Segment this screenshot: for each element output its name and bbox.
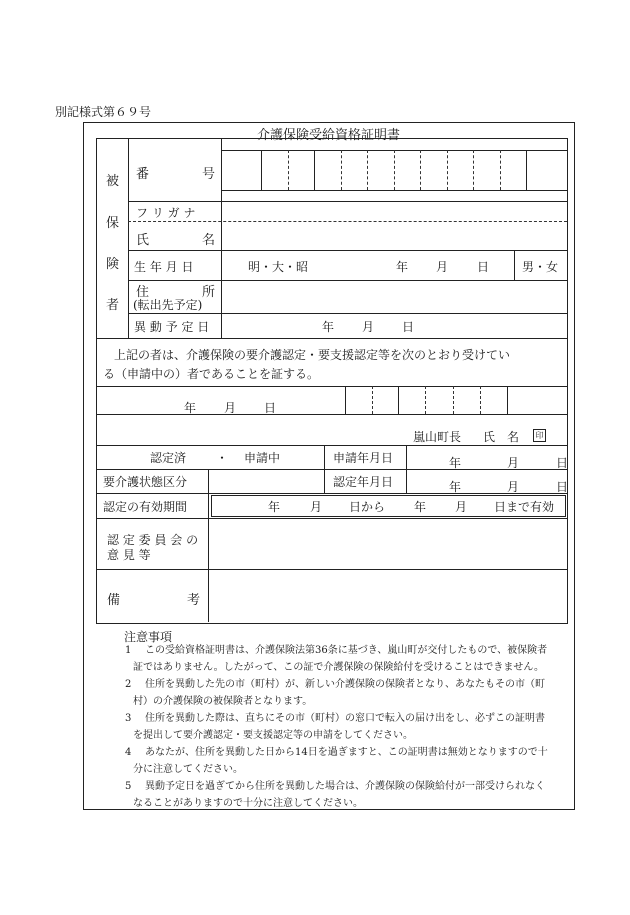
certification-month: 月: [507, 480, 520, 494]
application-day: 日: [556, 456, 569, 470]
validity-from-month: 月: [310, 500, 323, 514]
note-number: 1: [125, 645, 132, 656]
note-line: 村）の介護保険の被保険者となります。: [133, 696, 313, 707]
issuer-title: 嵐山町長: [413, 430, 462, 444]
insured-label-char: 被: [106, 174, 120, 189]
application-year: 年: [449, 456, 462, 470]
status-separator: ・: [216, 451, 229, 465]
birthdate-label: 生 年 月 日: [134, 260, 194, 274]
application-month: 月: [507, 456, 520, 470]
certification-day: 日: [556, 480, 569, 494]
committee-label: 認 定 委 員 会 の: [107, 533, 199, 547]
move-month: 月: [362, 320, 375, 334]
certification-year: 年: [449, 480, 462, 494]
number-label: 番: [136, 167, 150, 182]
birth-day: 日: [477, 260, 490, 274]
furigana-label: フ リ ガ ナ: [136, 206, 196, 220]
note-line: 証ではありません。したがって、この証で介護保険の保険給付を受けることはできません。: [133, 662, 544, 673]
move-date-label: 異 動 予 定 日: [134, 320, 210, 334]
address-label: 所: [202, 285, 216, 300]
era-options: 明・大・昭: [248, 260, 309, 274]
sex-options: 男・女: [522, 260, 559, 274]
validity-label: 認定の有効期間: [103, 500, 188, 514]
issuer-name-label: 氏 名: [483, 430, 520, 444]
note-line: 分に注意してください。: [133, 764, 243, 775]
remarks-label: 考: [187, 593, 201, 608]
note-line: この受給資格証明書は、介護保険法第36条に基づき、嵐山町が交付したもので、被保険者: [145, 645, 548, 656]
validity-to-year: 年: [414, 500, 427, 514]
note-number: 3: [125, 713, 132, 724]
remarks-label: 備: [107, 593, 121, 608]
seal-mark: 印: [533, 429, 546, 442]
note-line: なることがありますので十分に注意してください。: [133, 798, 363, 809]
care-level-label: 要介護状態区分: [103, 475, 188, 489]
status-certified: 認定済: [150, 451, 187, 465]
status-applying: 申請中: [244, 451, 281, 465]
move-year: 年: [322, 320, 335, 334]
issue-day: 日: [264, 401, 277, 415]
notes-heading: 注意事項: [124, 630, 173, 644]
validity-from-year: 年: [268, 500, 281, 514]
committee-label: 意 見 等: [107, 548, 151, 562]
issue-month: 月: [224, 401, 237, 415]
validity-to-month: 月: [455, 500, 468, 514]
document-title: 介護保険受給資格証明書: [256, 128, 400, 143]
move-day: 日: [402, 320, 415, 334]
birth-month: 月: [436, 260, 449, 274]
insured-label-char: 保: [106, 216, 120, 231]
certification-statement: 上記の者は、介護保険の要介護認定・要支援認定等を次のとおり受けてい: [114, 348, 511, 362]
note-line: あなたが、住所を異動した日から14日を過ぎますと、この証明書は無効となりますので十: [145, 747, 548, 758]
name-label: 氏: [136, 233, 150, 248]
insured-label-char: 険: [106, 257, 120, 272]
note-line: を提出して要介護認定・要支援認定等の申請をしてください。: [133, 730, 413, 741]
address-sub-label: (転出先予定): [133, 298, 203, 312]
validity-until-label: 日まで有効: [494, 500, 555, 514]
certification-statement: る（申請中の）者であることを証する。: [103, 367, 320, 381]
application-date-label: 申請年月日: [333, 451, 394, 465]
validity-from-label: 日から: [349, 500, 386, 514]
issue-year: 年: [184, 401, 197, 415]
form-number: 別記様式第６９号: [55, 105, 152, 119]
birth-year: 年: [396, 260, 409, 274]
certification-date-label: 認定年月日: [333, 475, 394, 489]
note-line: 住所を異動した際は、直ちにその市（町村）の窓口で転入の届け出をし、必ずこの証明書: [145, 713, 545, 724]
address-label: 住: [136, 285, 150, 300]
note-number: 5: [125, 781, 132, 792]
number-label: 号: [202, 167, 216, 182]
note-number: 4: [125, 747, 132, 758]
name-label: 名: [202, 233, 216, 248]
insured-label-char: 者: [106, 298, 120, 313]
note-number: 2: [125, 679, 132, 690]
note-line: 異動予定日を過ぎてから住所を異動した場合は、介護保険の保険給付が一部受けられなく: [145, 781, 545, 792]
note-line: 住所を異動した先の市（町村）が、新しい介護保険の保険者となり、あなたもその市（町: [145, 679, 545, 690]
